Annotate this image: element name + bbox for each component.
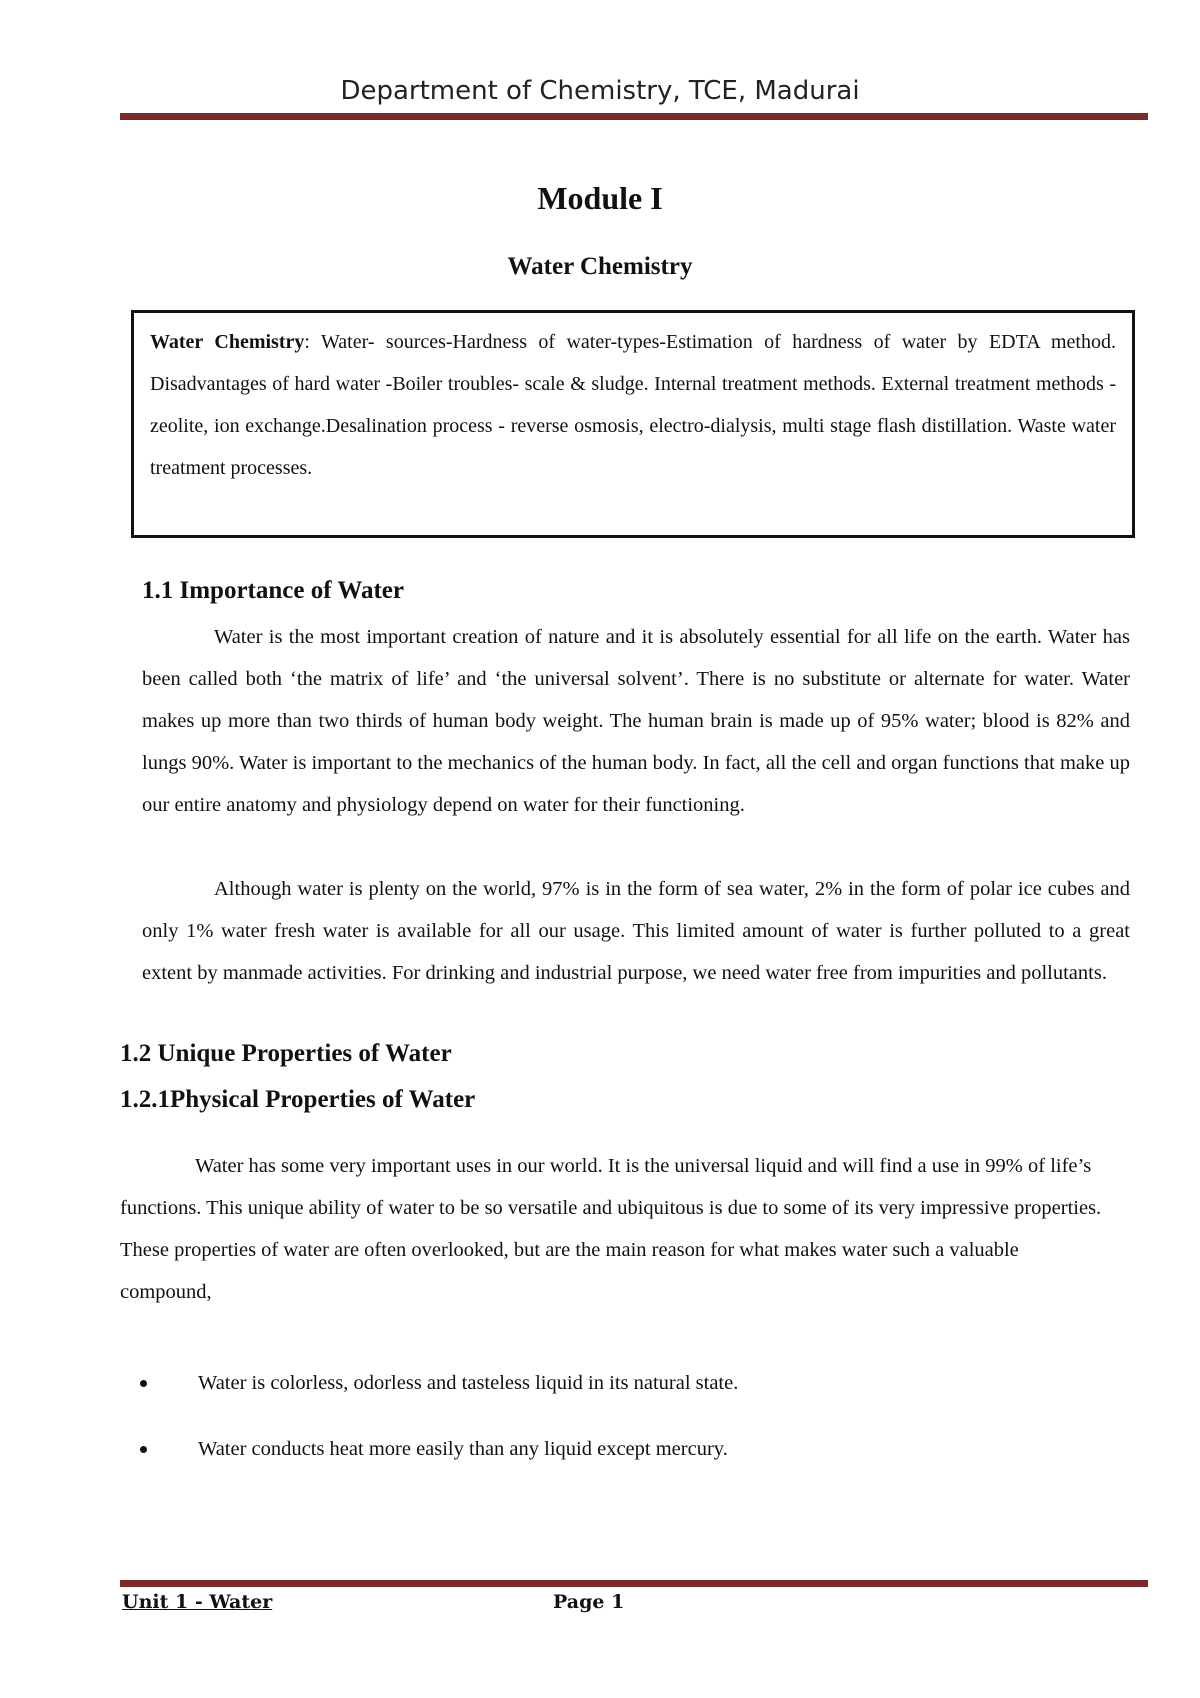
list-item-text: Water is colorless, odorless and tasteless liquid in its natural state. <box>198 1372 739 1394</box>
bullet-icon <box>140 1446 147 1453</box>
footer-unit: Unit 1 - Water <box>122 1591 273 1613</box>
page-header-title: Department of Chemistry, TCE, Madurai <box>340 76 860 106</box>
syllabus-paragraph <box>150 321 1116 489</box>
section-1-1-paragraph-2: Although water is plenty on the world, 97% is in the form of sea water, 2% in the form of polar ice cubes and only 1% water fresh water is available for all our usage. This limited amount of water is further polluted to a great extent by manmade activities. For drinking and industrial purpose, we need water free from impurities and pollutants. <box>142 878 1130 984</box>
syllabus-box <box>131 310 1135 538</box>
list-item-text: Water conducts heat more easily than any liquid except mercury. <box>198 1438 728 1460</box>
properties-list <box>120 1368 1120 1500</box>
list-item <box>120 1368 1120 1398</box>
module-title: Module I <box>537 180 663 216</box>
list-item <box>120 1434 1120 1464</box>
footer-page-number: Page 1 <box>553 1591 625 1613</box>
footer-rule <box>120 1580 1148 1587</box>
module-subtitle: Water Chemistry <box>507 253 693 280</box>
section-1-1-heading: 1.1 Importance of Water <box>142 577 404 604</box>
section-1-2-1-heading: 1.2.1Physical Properties of Water <box>120 1086 476 1113</box>
syllabus-label: Water Chemistry <box>150 331 305 353</box>
section-1-2-heading: 1.2 Unique Properties of Water <box>120 1040 452 1067</box>
section-1-1-paragraph-1: Water is the most important creation of nature and it is absolutely essential for all life on the earth. Water has been called both ‘the matrix of life’ and ‘the universal solvent’. There is no substitute or alternate for water. Water makes up more than two thirds of human body weight. The human brain is made up of 95% water; blood is 82% and lungs 90%. Water is important to the mechanics of the human body. In fact, all the cell and organ functions that make up our entire anatomy and physiology depend on water for their functioning. <box>142 626 1130 816</box>
syllabus-text: : Water- sources-Hardness of water-types-Estimation of hardness of water by EDTA method. Disadvantages of hard water -Boiler troubles- scale & sludge. Internal treatment methods. External treatment methods - zeolite, ion exchange.Desalination process - reverse osmosis, electro-dialysis, multi stage flash distillation. Waste water treatment processes. <box>150 331 1116 479</box>
bullet-icon <box>140 1380 147 1387</box>
section-1-2-1-paragraph: Water has some very important uses in our world. It is the universal liquid and will find a use in 99% of life’s functions. This unique ability of water to be so versatile and ubiquitous is due to some of its very impressive properties. These properties of water are often overlooked, but are the main reason for what makes water such a valuable compound, <box>120 1155 1102 1303</box>
header-rule <box>120 113 1148 120</box>
